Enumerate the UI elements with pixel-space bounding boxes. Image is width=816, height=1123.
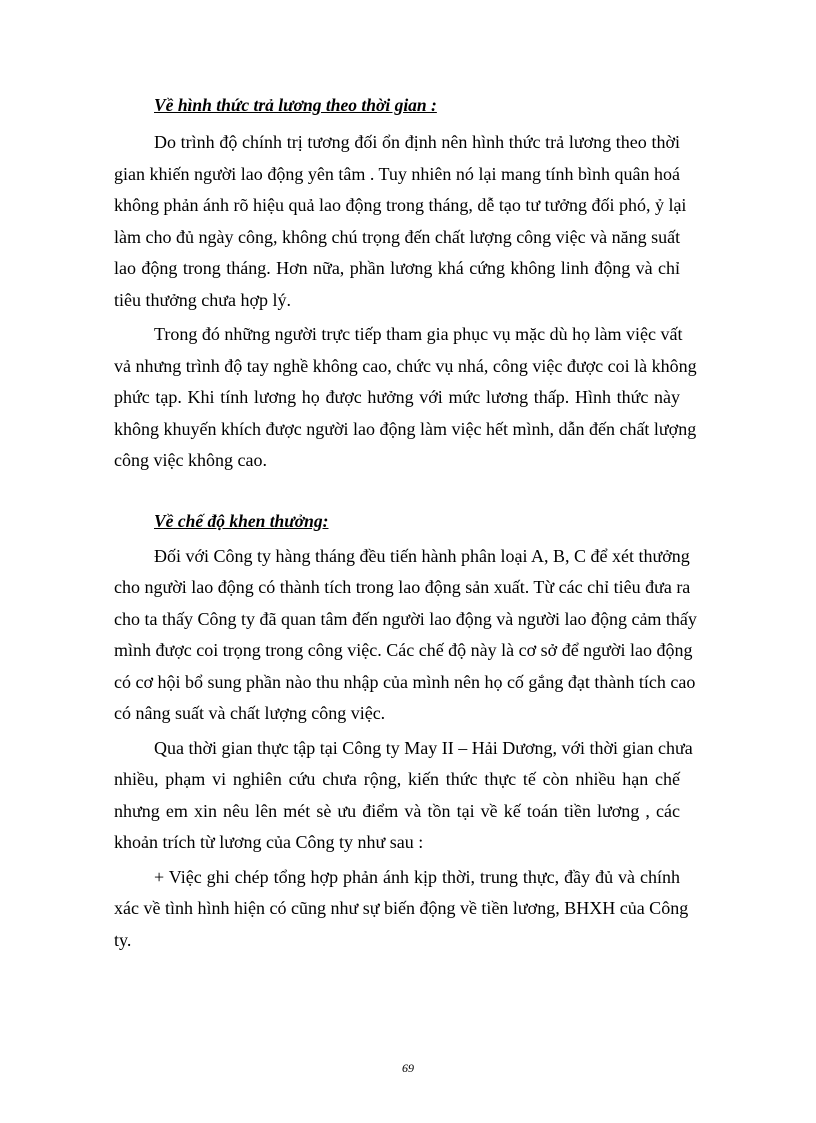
text-line: không phản ánh rõ hiệu quả lao động trong tháng, dễ tạo tư tưởng đối phó, ỷ lại: [114, 195, 687, 215]
paragraph: [114, 541, 697, 730]
text-line: xác về tình hình hiện có cũng như sự biến động về tiền lương, BHXH của Công: [114, 898, 689, 918]
text-line: làm cho đủ ngày công, không chú trọng đến chất lượng công việc và năng suất: [114, 226, 681, 247]
spacer: [154, 477, 680, 509]
paragraph: [114, 127, 687, 316]
text-line: có nâng suất và chất lượng công việc.: [114, 703, 386, 723]
text-line: Trong đó những người trực tiếp tham gia phục vụ mặc dù họ làm việc vất: [154, 324, 683, 344]
text-line: không khuyến khích được người lao động làm việc hết mình, dẫn đến chất lượng: [114, 418, 697, 439]
paragraph: [114, 319, 697, 477]
text-line: gian khiến người lao động yên tâm . Tuy nhiên nó lại mang tính bình quân hoá: [114, 163, 680, 184]
text-line: + Việc ghi chép tổng hợp phản ánh kịp thời, trung thực, đầy đủ và chính: [154, 866, 680, 887]
text-line: mình được coi trọng trong công việc. Các chế độ này là cơ sở để người lao động: [114, 640, 693, 660]
text-line: ty.: [114, 929, 132, 950]
text-line: cho ta thấy Công ty đã quan tâm đến người lao động và người lao động cảm thấy: [114, 608, 697, 629]
section-heading-reward-policy: Về chế độ khen thưởng:: [154, 510, 329, 531]
page-content: [114, 93, 697, 956]
text-line: nhiều, phạm vi nghiên cứu chưa rộng, kiến thức thực tế còn nhiều hạn chế: [114, 769, 680, 789]
section-heading-salary-by-time: Về hình thức trả lương theo thời gian :: [154, 95, 437, 115]
text-line: công việc không cao.: [114, 450, 267, 470]
text-line: tiêu thưởng chưa hợp lý.: [114, 289, 292, 310]
paragraph: [114, 733, 693, 859]
page-number: 69: [402, 1061, 414, 1075]
paragraph: [114, 862, 689, 957]
text-line: khoản trích từ lương của Công ty như sau :: [114, 832, 424, 852]
text-line: phức tạp. Khi tính lương họ được hưởng với mức lương thấp. Hình thức này: [114, 387, 680, 407]
text-line: nhưng em xin nêu lên mét sè ưu điểm và tồn tại về kế toán tiền lương , các: [114, 800, 680, 821]
text-line: lao động trong tháng. Hơn nữa, phần lương khá cứng không linh động và chỉ: [114, 258, 680, 278]
text-line: Qua thời gian thực tập tại Công ty May II – Hải Dương, với thời gian chưa: [154, 737, 693, 758]
text-line: Do trình độ chính trị tương đối ổn định nên hình thức trả lương theo thời: [154, 132, 680, 152]
text-line: Đối với Công ty hàng tháng đều tiến hành phân loại A, B, C để xét thưởng: [154, 545, 690, 566]
text-line: có cơ hội bổ sung phần nào thu nhập của mình nên họ cố gắng đạt thành tích cao: [114, 671, 696, 692]
text-line: cho người lao động có thành tích trong lao động sản xuất. Từ các chỉ tiêu đưa ra: [114, 577, 691, 597]
text-line: vả nhưng trình độ tay nghề không cao, chức vụ nhá, công việc được coi là không: [114, 355, 697, 376]
